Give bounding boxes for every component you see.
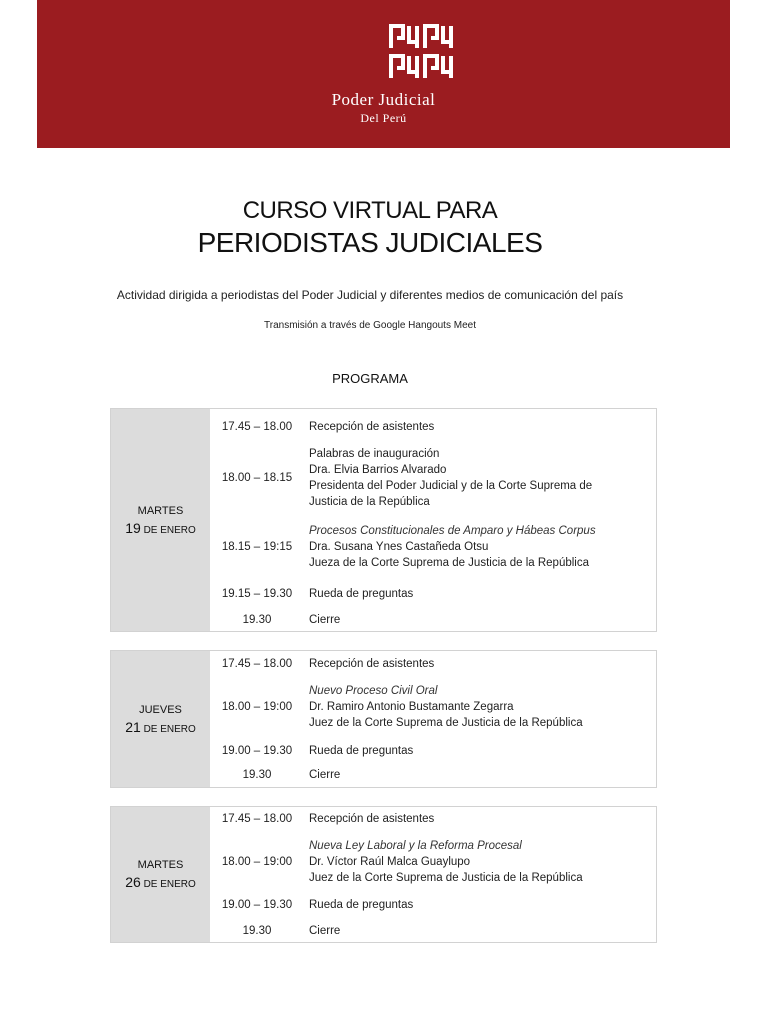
weekday-label: JUEVES <box>139 703 182 716</box>
course-title-line1: CURSO VIRTUAL PARA <box>242 197 498 224</box>
session-topic: Nueva Ley Laboral y la Reforma Procesal <box>309 840 522 852</box>
schedule-day-block <box>110 806 657 943</box>
speaker-role: Jueza de la Corte Suprema de Justicia de la República <box>309 557 589 569</box>
transmission-note: Transmisión a través de Google Hangouts Meet <box>264 320 476 331</box>
course-subtitle: Actividad dirigida a periodistas del Poder Judicial y diferentes medios de comunicación del país <box>116 288 624 302</box>
activity-description <box>309 523 636 571</box>
activity-line: Recepción de asistentes <box>309 658 435 670</box>
time-range: 18.00 – 18.15 <box>221 472 293 484</box>
activity-description <box>309 897 636 913</box>
activity-line: Rueda de preguntas <box>309 745 414 757</box>
time-range: 18.15 – 19:15 <box>221 541 293 553</box>
brand-name: Poder Judicial <box>331 90 436 109</box>
activity-line: Palabras de inauguración <box>309 448 440 460</box>
time-range: 17.45 – 18.00 <box>221 658 293 670</box>
day-cell <box>111 807 210 942</box>
activity-line: Cierre <box>309 925 341 937</box>
time-range: 19.30 <box>242 614 272 626</box>
schedule-day-block <box>110 408 657 632</box>
activity-description <box>309 419 636 435</box>
date-label <box>125 719 196 735</box>
activity-description <box>309 811 636 827</box>
activity-description <box>309 767 636 783</box>
activity-line: Rueda de preguntas <box>309 588 414 600</box>
brand-subtitle: Del Perú <box>360 111 407 125</box>
activity-line: Rueda de preguntas <box>309 899 414 911</box>
date-label <box>125 874 196 890</box>
activity-description <box>309 446 636 510</box>
time-range: 19.15 – 19.30 <box>221 588 293 600</box>
day-number: 26 <box>125 874 141 890</box>
month-label: DE ENERO <box>143 723 196 735</box>
activity-line: Cierre <box>309 769 341 781</box>
weekday-label: MARTES <box>137 504 184 517</box>
course-title-line2: PERIODISTAS JUDICIALES <box>197 227 543 258</box>
month-label: DE ENERO <box>143 879 196 890</box>
speaker-name: Dr. Víctor Raúl Malca Guaylupo <box>309 856 471 868</box>
date-label <box>125 520 196 536</box>
activity-line: Recepción de asistentes <box>309 813 435 825</box>
session-topic: Procesos Constitucionales de Amparo y Hábeas Corpus <box>309 525 596 537</box>
speaker-name: Dra. Elvia Barrios Alvarado <box>309 464 447 476</box>
speaker-name: Dr. Ramiro Antonio Bustamante Zegarra <box>309 701 514 713</box>
speaker-role: Justicia de la República <box>309 496 430 508</box>
header-banner <box>37 0 730 148</box>
day-number: 19 <box>125 519 141 536</box>
day-cell <box>111 409 210 631</box>
time-range: 17.45 – 18.00 <box>221 421 293 433</box>
speaker-name: Dra. Susana Ynes Castañeda Otsu <box>309 541 489 553</box>
program-heading: PROGRAMA <box>332 371 408 386</box>
time-range: 19.30 <box>242 925 272 937</box>
activity-description <box>309 612 636 628</box>
time-range: 19.00 – 19.30 <box>221 899 293 911</box>
poder-judicial-logo-icon <box>389 24 453 80</box>
session-topic: Nuevo Proceso Civil Oral <box>309 685 438 697</box>
activity-description <box>309 838 636 886</box>
schedule-day-block <box>110 650 657 788</box>
activity-description <box>309 743 636 759</box>
day-cell <box>111 651 210 787</box>
time-range: 18.00 – 19:00 <box>221 856 293 868</box>
activity-line: Cierre <box>309 614 341 626</box>
activity-line: Recepción de asistentes <box>309 421 435 433</box>
speaker-role: Presidenta del Poder Judicial y de la Corte Suprema de <box>309 480 593 492</box>
activity-description <box>309 923 636 939</box>
activity-description <box>309 586 636 602</box>
activity-description <box>309 683 636 731</box>
weekday-label: MARTES <box>137 859 184 871</box>
time-range: 17.45 – 18.00 <box>221 813 293 825</box>
time-range: 18.00 – 19:00 <box>221 701 293 713</box>
speaker-role: Juez de la Corte Suprema de Justicia de la República <box>309 717 583 729</box>
day-number: 21 <box>125 718 141 735</box>
time-range: 19.30 <box>242 769 272 781</box>
activity-description <box>309 656 636 672</box>
month-label: DE ENERO <box>143 524 196 536</box>
time-range: 19.00 – 19.30 <box>221 745 293 757</box>
speaker-role: Juez de la Corte Suprema de Justicia de la República <box>309 872 583 884</box>
